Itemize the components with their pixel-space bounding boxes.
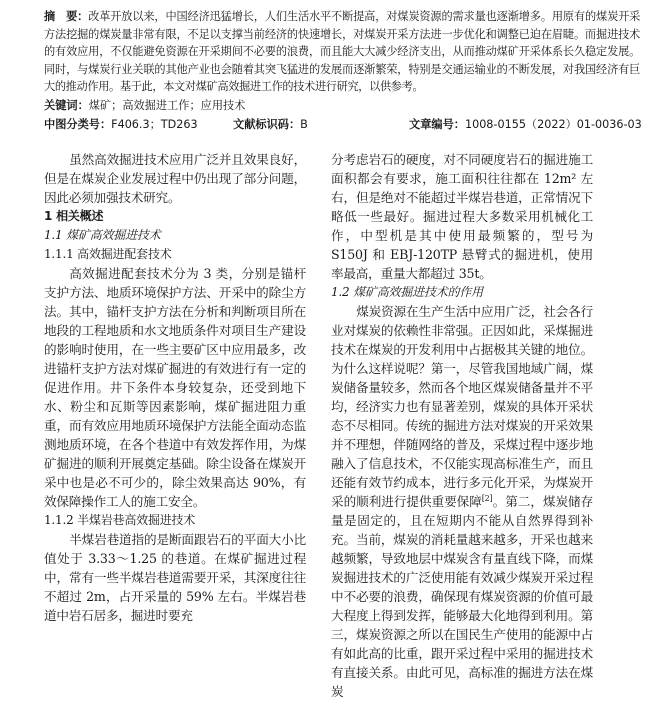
paragraph-1-1-1: 高效掘进配套技术分为 3 类，分别是锚杆支护方法、地质环境保护方法、开采中的除尘方法。其中，锚杆支护方法在分析和判断项目所在地段的工程地质和水文地质条件对项目生产建设的影响时使用，在一些主要矿区中应用最多，改进锚杆支护方法对煤矿掘进的有效进行有一定的促进作用。井下条件本身较复杂，还受到地下水、粉尘和瓦斯等因素影响，煤矿掘进阻力重重，而有效应用地质环境保护方法能全面动态监测地质环境，在各个巷道中有效发挥作用，为煤矿掘进的顺利开展奠定基础。除尘设备在煤炭开采中也是必不可少的，除尘效果高达 90%，有效保障操作工人的施工安全。 [44,266,306,509]
abstract [44,8,640,96]
paragraph-1-1-2: 半煤岩巷道指的是断面跟岩石的平面大小比值处于 3.33～1.25 的巷道。在煤矿掘进过程中，常有一些半煤岩巷道需要开采，其深度往往不超过 2m，占开采量的 59% 左右。半煤岩巷道中岩石居多，掘进时要充 [44,532,306,623]
left-column [44,150,306,625]
section-heading-1-1-2: 1.1.2 半煤岩巷高效掘进技术 [44,513,196,527]
citation-ref: [2] [481,493,493,503]
art-label: 文章编号： [409,118,465,131]
clc-value: F406.3；TD263 [111,118,198,131]
keywords-label: 关键词： [44,99,89,112]
abstract-text: 改革开放以来，中国经济迅猛增长，人们生活水平不断提高，对煤炭资源的需求量也逐渐增多。用原有的煤炭开采方法挖掘的煤炭量非常有限，不足以支撑当前经济的快速增长，对煤炭开采方法进一步优化和调整已迫在眉睫。而掘进技术的有效应用，不仅能避免资源在开采期间不必要的浪费，而且能大大减少经济支出，从而推动煤矿开采体系长久稳定发展。同时，与煤炭行业关联的其他产业也会随着其突飞猛进的发展而逐渐繁荣，特别是交通运输业的不断发展，对我国经济有巨大的推动作用。基于此，本文对煤矿高效掘进工作的技术进行研究，以供参考。 [44,10,640,94]
doc-label: 文献标识码： [233,118,301,131]
right-column [331,150,593,701]
clc-number [44,116,198,133]
section-heading-1-1-1: 1.1.1 高效掘进配套技术 [44,247,172,261]
paragraph-1-2-part1: 煤炭资源在生产生活中应用广泛，社会各行业对煤炭的依赖性非常强。正因如此，采煤掘进技术在煤炭的开发利用中占据极其关键的地位。为什么这样说呢？第一，尽管我国地域广阔，煤炭储备量较多，然而各个地区煤炭储备量并不平均，经济实力也有显著差别，煤炭的具体开采状态不尽相同。传统的掘进方法对煤炭的开采效果并不理想，伴随网络的普及，采煤过程中逐步地融入了信息技术，不仅能实现高标准生产，而且还能有效节约成本，进行多元化开采，为煤炭开采的顺利进行提供重要保障 [331,304,593,509]
paragraph-1-2-part2: 。第二，煤炭储存量是固定的，且在短期内不能从自然界得到补充。当前，煤炭的消耗量越来越多，开采也越来越频繁，导致地层中煤炭含有量直线下降，而煤炭掘进技术的广泛使用能有效减少煤炭开采过程中不必要的浪费，确保现有煤炭资源的价值可最大程度上得到发挥，能够最大化地得到利用。第三，煤炭资源之所以在国民生产使用的能源中占有如此高的比重，跟开采过程中采用的掘进技术有直接关系。由此可见，高标准的掘进方法在煤炭 [331,494,593,699]
keywords [44,97,640,114]
doc-value: B [300,118,308,131]
art-value: 1008-0155（2022）01-0036-03 [464,118,642,131]
continued-paragraph: 分考虑岩石的硬度，对不同硬度岩石的掘进施工面积都会有要求，施工面积往往都在 12m² 左右，但是绝对不能超过半煤岩巷道，正常情况下略低一些最好。掘进过程大多数采用机械化工作，中型机是其中使用最频繁的，型号为 S150J 和 EBJ-120TP 悬臂式的掘进机，使用率最高，重量大都超过 35t。 [331,152,593,281]
intro-paragraph: 虽然高效掘进技术应用广泛并且效果良好，但是在煤炭企业发展过程中仍出现了部分问题，因此必须加强技术研究。 [44,152,306,205]
abstract-label: 摘 要： [44,10,89,23]
paragraph-1-2 [331,302,593,701]
keywords-text: 煤矿；高效掘进工作；应用技术 [88,99,246,112]
section-heading-1: 1 相关概述 [44,209,104,223]
section-heading-1-1: 1.1 煤矿高效掘进技术 [44,228,161,242]
document-code [233,116,308,133]
section-heading-1-2: 1.2 煤矿高效掘进技术的作用 [331,285,483,299]
clc-label: 中图分类号： [44,118,112,131]
article-number [409,116,642,133]
